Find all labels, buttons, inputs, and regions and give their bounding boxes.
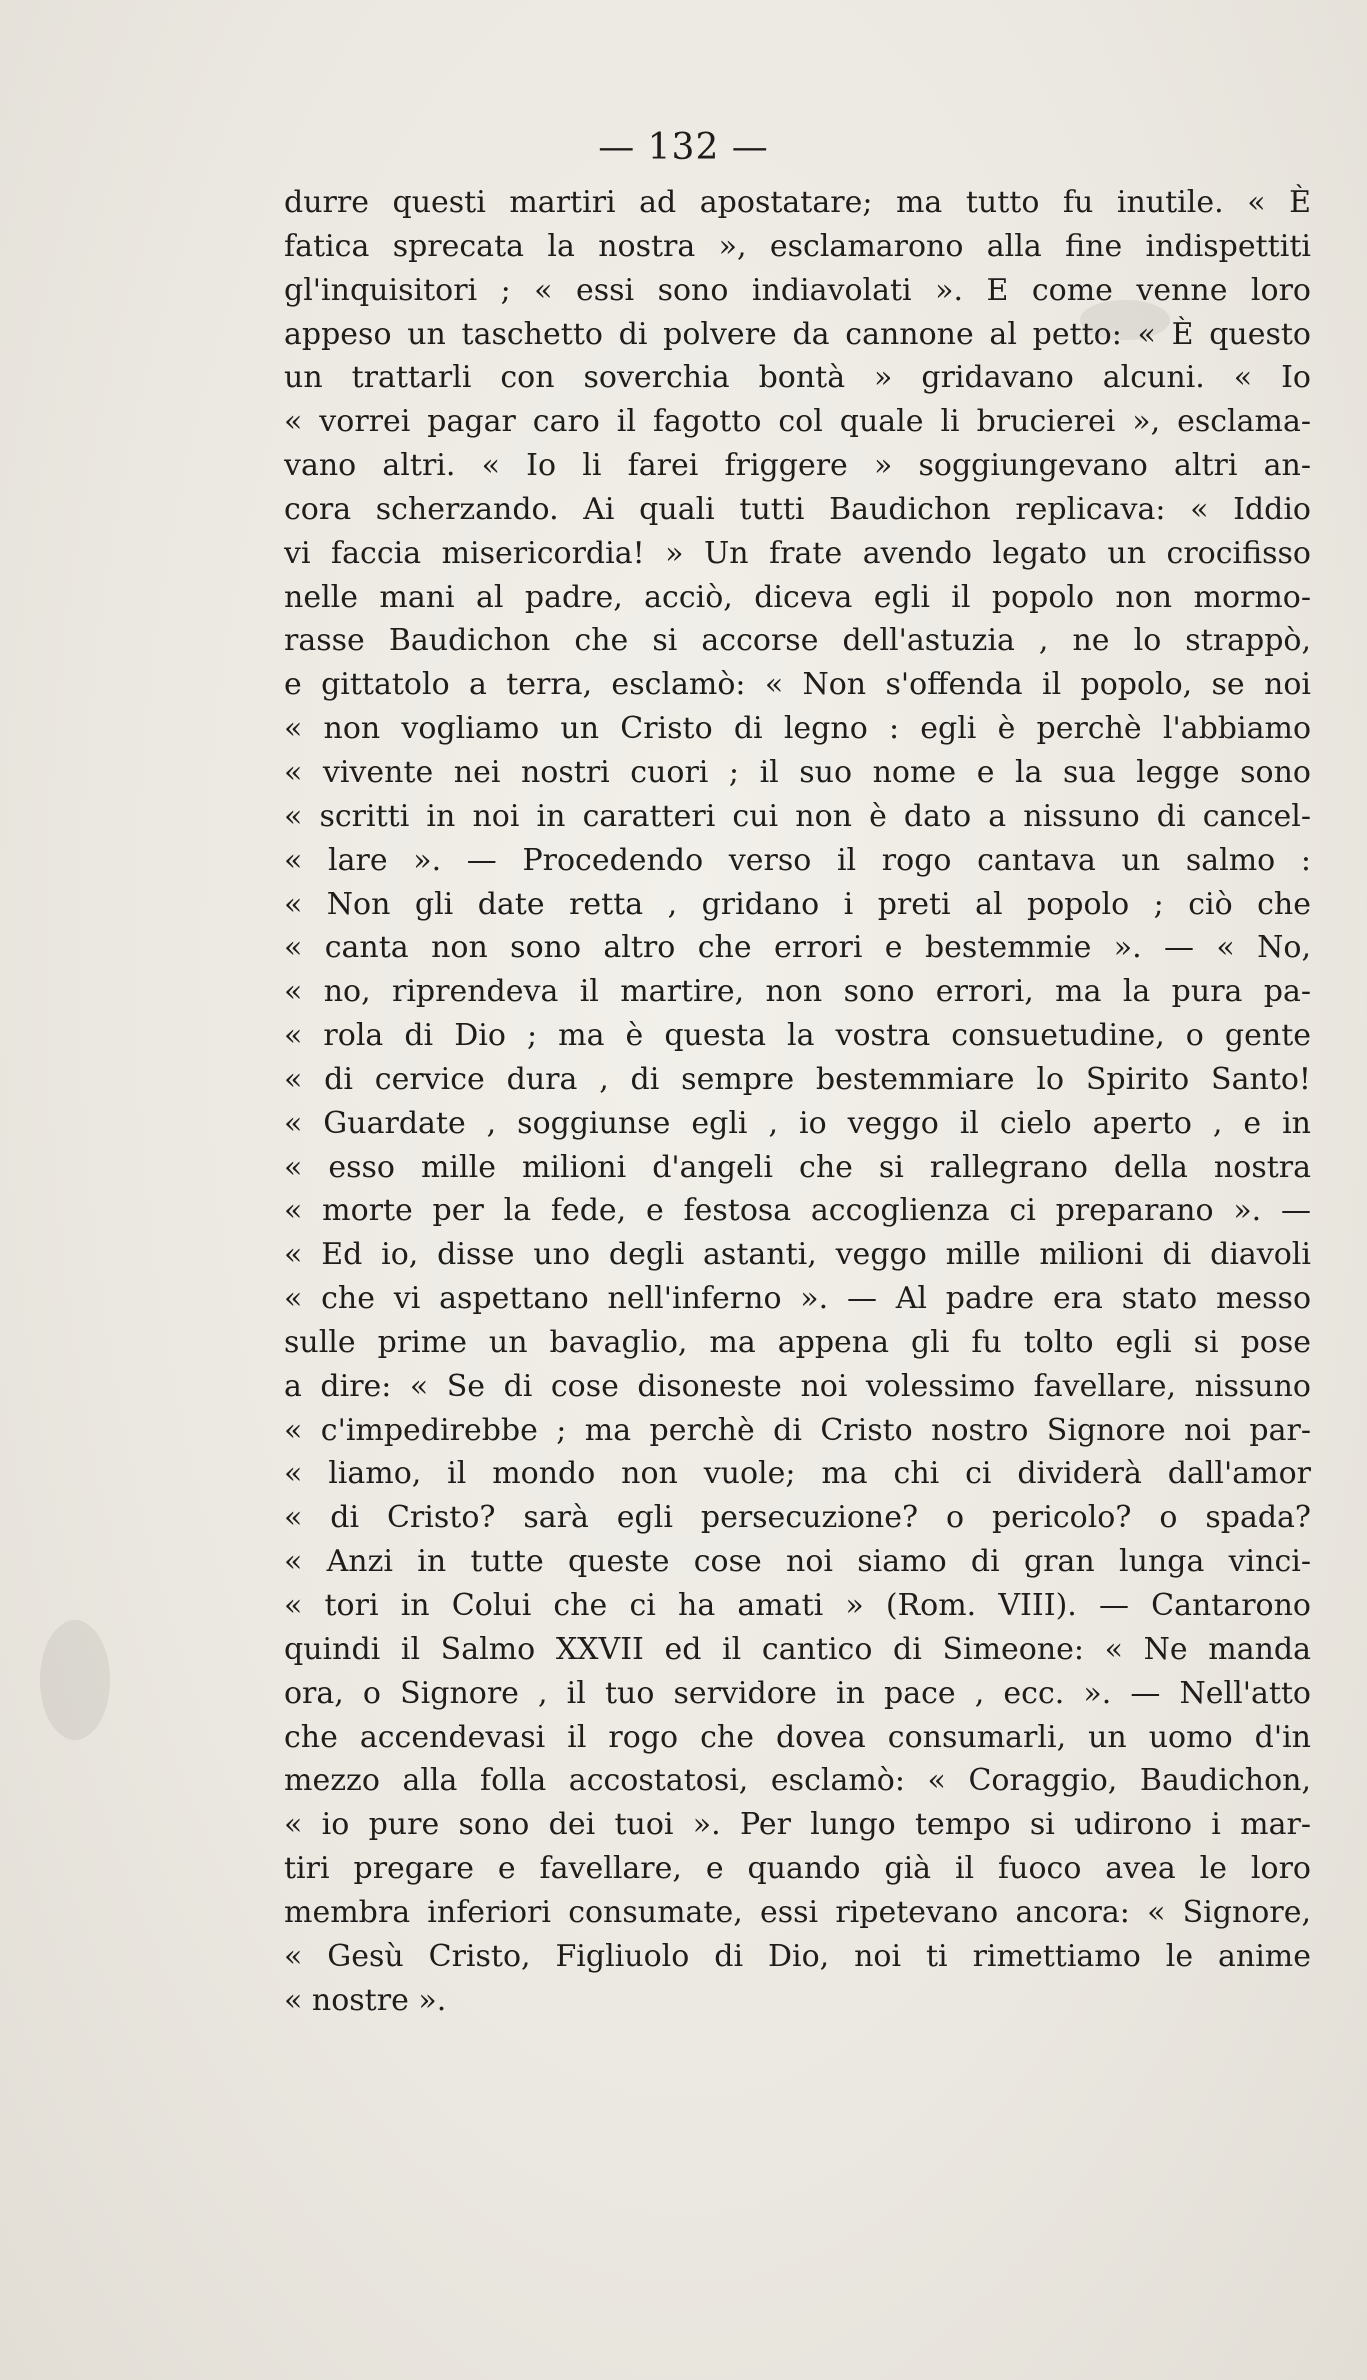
text-line: che accendevasi il rogo che dovea consumarli, un uomo d'in (284, 1719, 1311, 1755)
text-line: « lare ». — Procedendo verso il rogo cantava un salmo : (284, 842, 1311, 878)
text-line: « Ed io, disse uno degli astanti, veggo mille milioni di diavoli (284, 1237, 1311, 1273)
text-line: quindi il Salmo XXVII ed il cantico di Simeone: « Ne manda (284, 1631, 1311, 1667)
paper-smudge (40, 1620, 110, 1740)
text-line: gl'inquisitori ; « essi sono indiavolati ». E come venne loro (284, 272, 1311, 308)
text-line: « di Cristo? sarà egli persecuzione? o pericolo? o spada? (284, 1500, 1311, 1536)
text-line: « Gesù Cristo, Figliuolo di Dio, noi ti rimettiamo le anime (284, 1938, 1311, 1974)
text-line: « Guardate , soggiunse egli , io veggo il cielo aperto , e in (284, 1105, 1311, 1141)
text-line: « canta non sono altro che errori e bestemmie ». — « No, (284, 930, 1311, 966)
text-line: « c'impedirebbe ; ma perchè di Cristo nostro Signore noi par- (284, 1412, 1311, 1448)
text-line: « rola di Dio ; ma è questa la vostra consuetudine, o gente (284, 1018, 1311, 1054)
text-line: fatica sprecata la nostra », esclamarono alla fine indispettiti (284, 228, 1311, 264)
text-line: cora scherzando. Ai quali tutti Baudichon replicava: « Iddio (284, 491, 1311, 527)
text-line: mezzo alla folla accostatosi, esclamò: « Coraggio, Baudichon, (284, 1763, 1311, 1799)
text-line: « no, riprendeva il martire, non sono errori, ma la pura pa- (284, 974, 1311, 1010)
text-line: ora, o Signore , il tuo servidore in pace , ecc. ». — Nell'atto (284, 1675, 1311, 1711)
text-line: rasse Baudichon che si accorse dell'astuzia , ne lo strappò, (284, 623, 1311, 659)
text-line: durre questi martiri ad apostatare; ma tutto fu inutile. « È (284, 185, 1311, 220)
text-line: « morte per la fede, e festosa accoglienza ci preparano ». — (284, 1193, 1311, 1229)
text-line: sulle prime un bavaglio, ma appena gli fu tolto egli si pose (284, 1324, 1311, 1360)
text-line: « io pure sono dei tuoi ». Per lungo tempo si udirono i mar- (284, 1807, 1311, 1843)
text-line: « che vi aspettano nell'inferno ». — Al padre era stato messo (284, 1281, 1311, 1317)
text-line: « nostre ». (284, 1982, 447, 2018)
text-line: « scritti in noi in caratteri cui non è dato a nissuno di cancel- (284, 798, 1311, 834)
text-line: « vorrei pagar caro il fagotto col quale li brucierei », esclama- (284, 404, 1311, 440)
text-line: tiri pregare e favellare, e quando già il fuoco avea le loro (284, 1851, 1311, 1887)
text-line: « vivente nei nostri cuori ; il suo nome e la sua legge sono (284, 754, 1311, 790)
text-line: « tori in Colui che ci ha amati » (Rom. VIII). — Cantarono (284, 1588, 1311, 1623)
text-line: « di cervice dura , di sempre bestemmiare lo Spirito Santo! (284, 1061, 1311, 1097)
text-line: vano altri. « Io li farei friggere » soggiungevano altri an- (284, 448, 1311, 484)
text-line: nelle mani al padre, acciò, diceva egli il popolo non mormo- (284, 579, 1311, 615)
text-line: un trattarli con soverchia bontà » gridavano alcuni. « Io (284, 360, 1311, 396)
text-line: membra inferiori consumate, essi ripetevano ancora: « Signore, (284, 1894, 1311, 1930)
text-line: « Anzi in tutte queste cose noi siamo di gran lunga vinci- (284, 1544, 1311, 1580)
text-line: « Non gli date retta , gridano i preti al popolo ; ciò che (284, 886, 1311, 922)
text-line: a dire: « Se di cose disoneste noi volessimo favellare, nissuno (284, 1368, 1311, 1404)
body-text (284, 181, 1311, 2022)
text-line: vi faccia misericordia! » Un frate avendo legato un crocifisso (284, 535, 1311, 571)
text-line: « non vogliamo un Cristo di legno : egli è perchè l'abbiamo (284, 711, 1311, 747)
text-line: « liamo, il mondo non vuole; ma chi ci dividerà dall'amor (284, 1456, 1311, 1492)
page-number: — 132 — (598, 127, 769, 168)
text-line: « esso mille milioni d'angeli che si rallegrano della nostra (284, 1149, 1311, 1185)
text-line: appeso un taschetto di polvere da cannone al petto: « È questo (284, 316, 1311, 352)
text-line: e gittatolo a terra, esclamò: « Non s'offenda il popolo, se noi (284, 667, 1311, 703)
